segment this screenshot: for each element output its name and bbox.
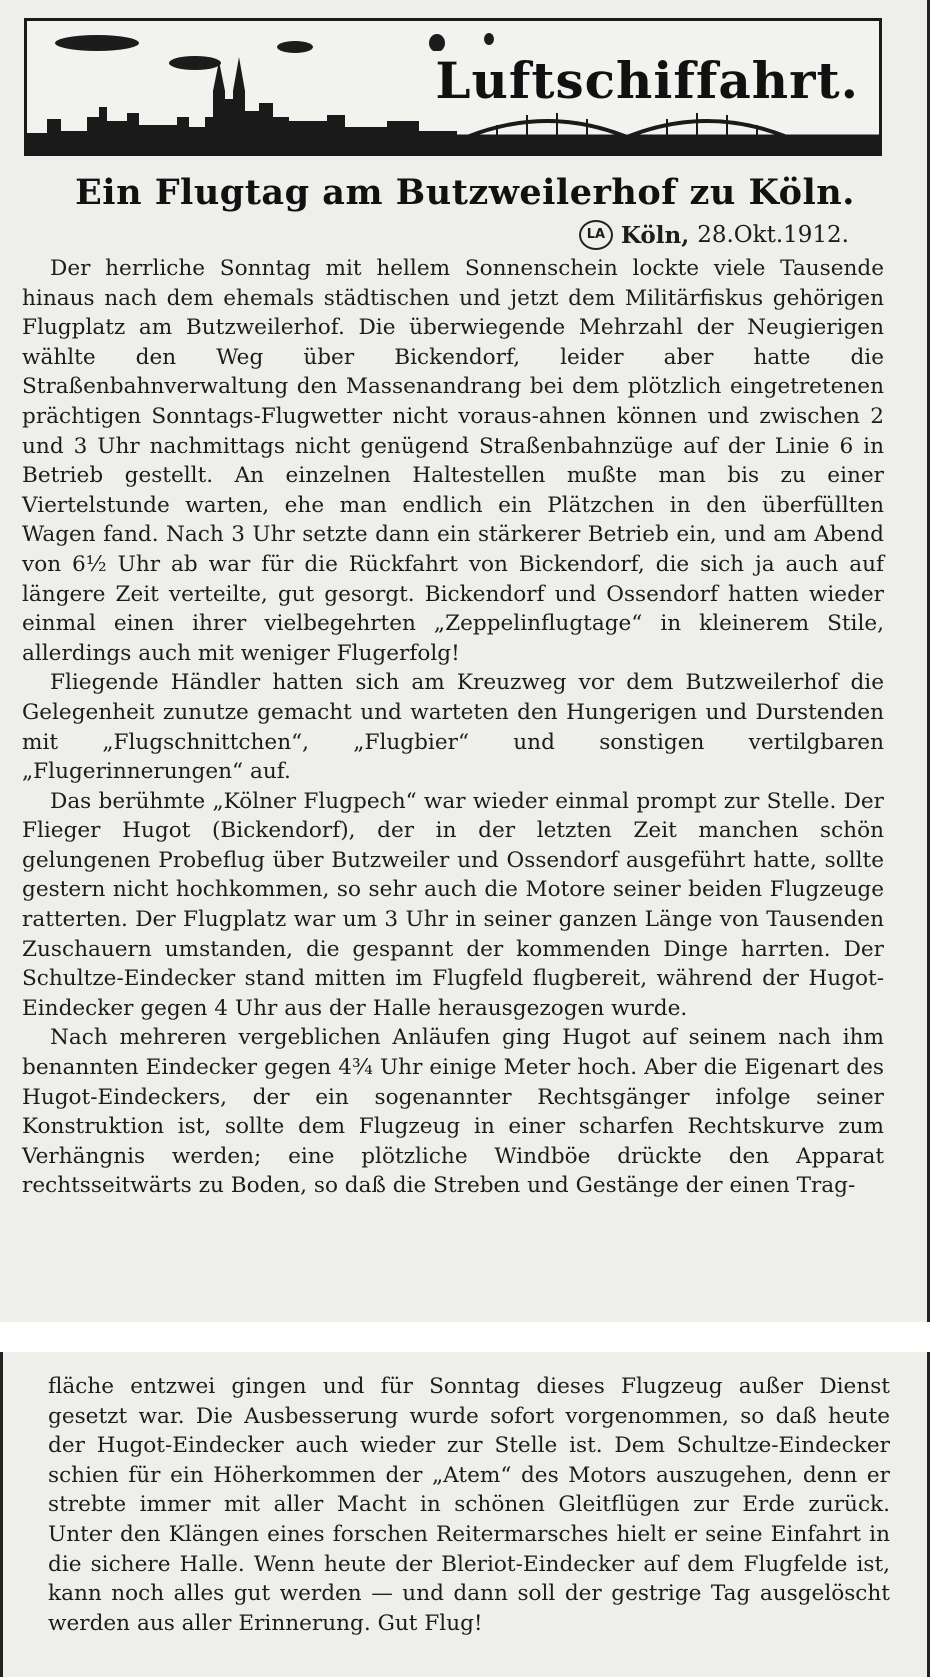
banner-title: Luftschiffahrt. [429, 51, 865, 110]
article-body [22, 254, 884, 1201]
agency-badge: LA [579, 220, 613, 250]
dateline [579, 220, 849, 250]
zeppelin-icon [169, 56, 221, 70]
dateline-date: 28.Okt.1912. [697, 222, 849, 248]
article-paragraph: Nach mehreren vergeblichen Anläufen ging Hugot auf seinem nach ihm benannten Eindecker gegen 4¾ Uhr einige Meter hoch. Aber die Eigenart des Hugot-Eindeckers, der ein sogenannter Rechtsgänger infolge seiner Konstruktion ist, sollte dem Flugzeug in einer scharfen Rechtskurve zum Verhängnis werden; eine plötzliche Windböe drückte den Apparat rechtsseitwärts zu Boden, so daß die Streben und Gestänge der einen Trag- [22, 1025, 884, 1199]
dateline-city: Köln, [620, 221, 690, 249]
balloon-icon [429, 34, 445, 52]
article-paragraph: Das berühmte „Kölner Flugpech“ war wieder einmal prompt zur Stelle. Der Flieger Hugot (Bickendorf), der in der letzten Zeit manchen schön gelungenen Probeflug über Butzweiler und Ossendorf ausgeführt hatte, sollte gestern nicht hochkommen, so sehr auch die Motore seiner beiden Flugzeuge ratterten. Der Flugplatz war um 3 Uhr in seiner ganzen Länge von Tausenden Zuschauern umstanden, die gespannt der kommenden Dinge harrten. Der Schultze-Eindecker stand mitten im Flugfeld flugbereit, während der Hugot-Eindecker gegen 4 Uhr aus der Halle herausgezogen wurde. [22, 788, 884, 1021]
article-paragraph: fläche entzwei gingen und für Sonntag dieses Flugzeug außer Dienst gesetzt war. Die Ausbesserung wurde sofort vorgenommen, so daß heute der Hugot-Eindecker auch wieder zur Stelle ist. Dem Schultze-Eindecker schien für ein Höherkommen der „Atem“ des Motors auszugehen, denn er strebte immer mit aller Macht in schönen Gleitflügen zur Erde zurück. Unter den Klängen eines forschen Reitermarsches hielt er seine Einfahrt in die sichere Halle. Wenn heute der Bleriot-Eindecker auf dem Flugfelde ist, kann noch alles gut werden — und dann soll der gestrige Tag ausgelöscht werden aus aller Erinnerung. Gut Flug! [48, 1374, 890, 1636]
clipping-gap [0, 1322, 930, 1352]
section-banner [24, 18, 882, 156]
article-paragraph: Der herrliche Sonntag mit hellem Sonnenschein lockte viele Tausende hinaus nach dem ehemals städtischen und jetzt dem Militärfiskus gehörigen Flugplatz am Butzweilerhof. Die überwiegende Mehrzahl der Neugierigen wählte den Weg über Bickendorf, leider aber hatte die Straßenbahnverwaltung den Massenandrang bei dem plötzlich eingetretenen prächtigen Sonntags-Flugwetter nicht voraus-ahnen können und zwischen 2 und 3 Uhr nachmittags nicht genügend Straßenbahnzüge auf der Linie 6 in Betrieb gestellt. An einzelnen Haltestellen mußte man bis zu einer Viertelstunde warten, ehe man endlich ein Plätzchen in den überfüllten Wagen fand. Nach 3 Uhr setzte dann ein stärkerer Betrieb ein, und am Abend von 6½ Uhr ab war für die Rückfahrt von Bickendorf, die sich ja auch auf längere Zeit verteilte, gut gesorgt. Bickendorf und Ossendorf hatten wieder einmal einen ihrer vielbegehrten „Zeppelinflugtage“ in kleinerem Stile, allerdings auch mit weniger Flugerfolg! [22, 256, 884, 666]
article-continuation [48, 1372, 890, 1638]
balloon-icon [484, 33, 494, 45]
article-headline: Ein Flugtag am Butzweilerhof zu Köln. [75, 172, 855, 213]
article-paragraph: Fliegende Händler hatten sich am Kreuzweg vor dem Butzweilerhof die Gelegenheit zunutze gemacht und warteten den Hungerigen und Durstenden mit „Flugschnittchen“, „Flugbier“ und sonstigen vertilgbaren „Flugerinnerungen“ auf. [22, 670, 884, 785]
zeppelin-icon [55, 35, 139, 51]
zeppelin-icon [277, 41, 313, 53]
